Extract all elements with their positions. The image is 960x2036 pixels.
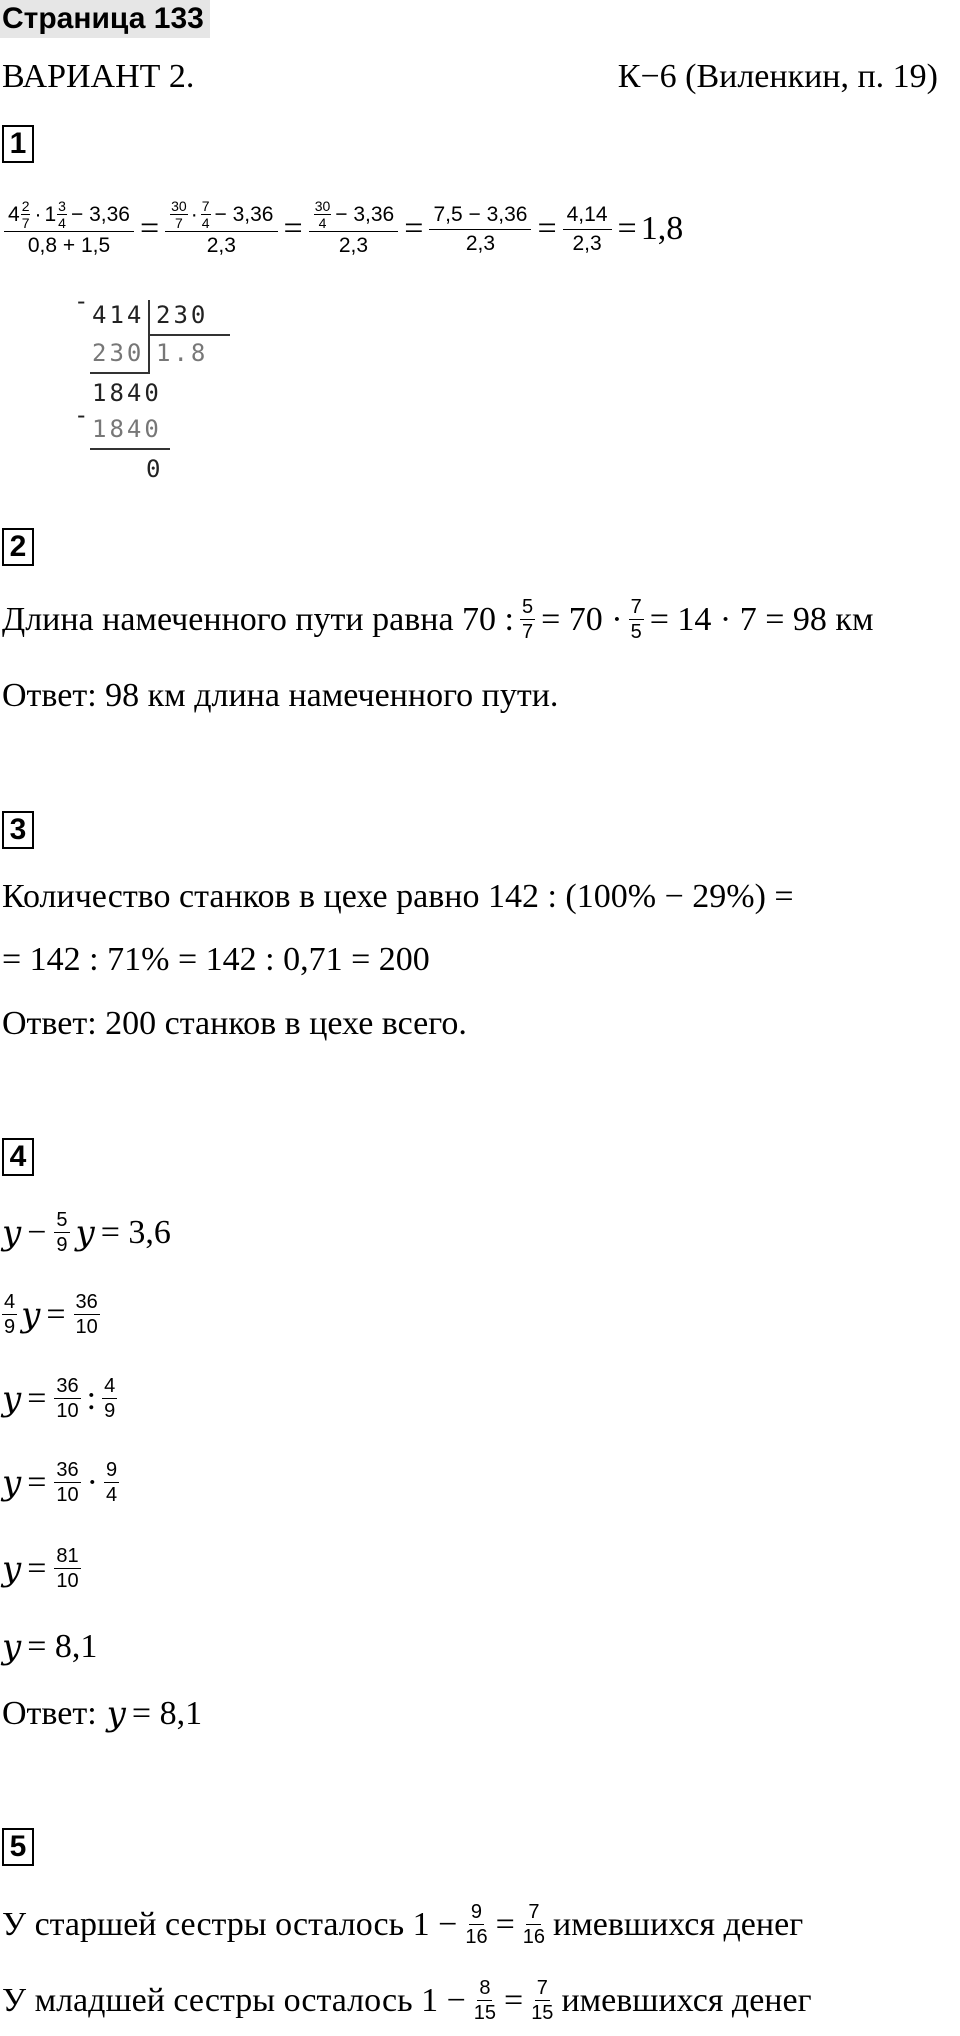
problem-number-5: 5	[2, 1828, 34, 1866]
p1-frac-2: 30 7 · 7 4 − 3,36 2,3	[165, 198, 277, 260]
p2-line1: Длина намеченного пути равна 70 : $\frac{5}{7}$ = 70 · $\frac{7}{5}$ = 14 · 7 = 98 км	[2, 596, 874, 643]
p2-answer: Ответ: 98 км длина намеченного пути.	[2, 677, 559, 714]
problem-number-1: 1	[2, 125, 34, 163]
problem-number-2: 2	[2, 528, 34, 566]
division-sub2: 1840	[92, 415, 162, 443]
division-divisor: 230	[156, 301, 209, 329]
p4-line3: y = $\frac{36}{10}$ : $\frac{4}{9}$	[2, 1375, 116, 1422]
division-rem1: 1840	[92, 379, 162, 407]
problem-number-3: 3	[2, 811, 34, 849]
division-quotient: 1.8	[156, 339, 209, 367]
p1-frac-4: $\frac{7,5 - 3,36}{2,3}$	[429, 201, 531, 258]
p3-line1: Количество станков в цехе равно 142 : (100% − 29%) =	[2, 878, 794, 915]
p1-long-division: - 414 230 230 1.8 1840 - 1840 0	[74, 300, 244, 495]
p3-answer: Ответ: 200 станков в цехе всего.	[2, 1005, 467, 1042]
p4-line5: y = $\frac{81}{10}$	[2, 1545, 79, 1592]
p5-line2: У младшей сестры осталось 1 − $\frac{8}{15}$ = $\frac{7}{15}$ имевшихся денег	[2, 1977, 812, 2024]
p1-result: 1,8	[640, 210, 684, 247]
p5-line1: У старшей сестры осталось 1 − $\frac{9}{16}$ = $\frac{7}{16}$ имевшихся денег	[2, 1901, 804, 1948]
p4-line1: y − $\frac{5}{9}$ y = 3,6	[2, 1209, 171, 1256]
division-rem2: 0	[146, 455, 164, 483]
reference-label: К−6 (Виленкин, п. 19)	[617, 58, 938, 95]
p4-answer: Ответ: y = 8,1	[2, 1694, 203, 1734]
problem-number-4: 4	[2, 1138, 34, 1176]
p4-line4: y = $\frac{36}{10}$ · $\frac{9}{4}$	[2, 1459, 118, 1506]
p4-line2: $\frac{4}{9}$ y = $\frac{36}{10}$	[4, 1291, 98, 1338]
division-sub1: 230	[92, 339, 145, 367]
p1-frac-5: $\frac{4,14}{2,3}$	[563, 201, 612, 258]
page-title: Страница 133	[0, 0, 210, 38]
p1-frac-1: 4 2 7 · 1 3 4 − 3,36 0,8 + 1,5	[4, 198, 134, 260]
p4-line6: y = 8,1	[2, 1627, 98, 1667]
division-dividend: 414	[92, 301, 145, 329]
p1-frac-3: 30 4 − 3,36 2,3	[309, 198, 399, 260]
p3-line2: = 142 : 71% = 142 : 0,71 = 200	[2, 941, 430, 978]
variant-label: ВАРИАНТ 2.	[2, 58, 195, 95]
p1-expression: 4 2 7 · 1 3 4 − 3,36 0,8 + 1,5 = 30 7 · 7 4 − 3,36 2,3 = 30 4 − 3,36 2,3 = $\frac{7,5 - 3,36}{2,3}$ = $\frac{4,14}{2,3}$ = 1,8	[2, 198, 683, 260]
